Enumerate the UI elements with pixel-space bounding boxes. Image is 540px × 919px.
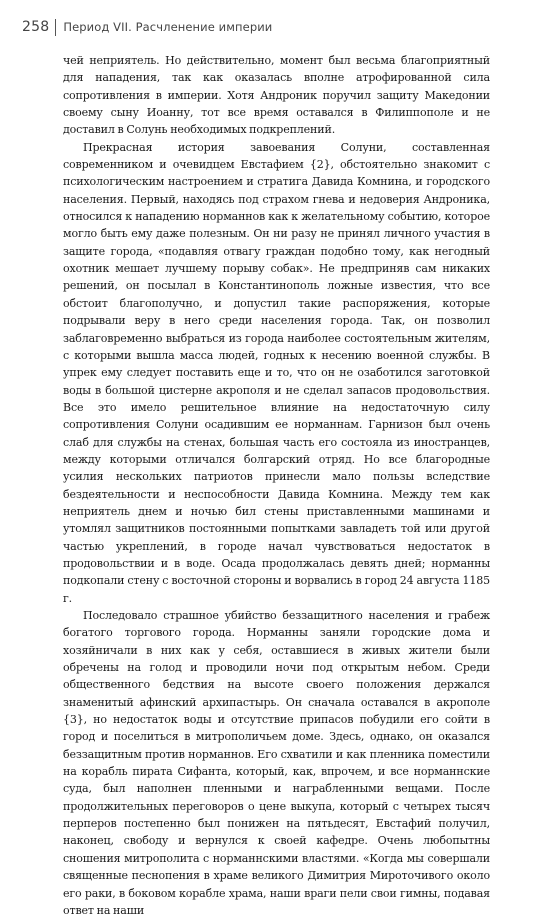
page-number: 258 <box>22 19 50 35</box>
header-divider <box>55 19 56 36</box>
section-title: Период VII. Расчленение империи <box>63 20 273 34</box>
running-head <box>22 17 272 37</box>
body-text <box>63 52 490 919</box>
paragraph-siege-history: Прекрасная история завоевания Солуни, составленная современником и очевидцем Евстафием {2}, обстоятельно знакомит с психологическим настроением и стратига Давида Комнина, и городского населения. Первый, находясь под страхом гнева и недоверия Андроника, относился к нападению норманнов как к желательному событию, которое могло быть ему даже полезным. Он ни разу не принял личного участия в защите города, «подавляя отвагу граждан подобно тому, как негодный охотник мешает лучшему порыву собак». Не предприняв сам никаких решений, он посылал в Константинополь ложные известия, что все обстоит благополучно, и допустил такие распоряжения, которые подрывали веру в него среди населения города. Так, он позволил заблаговременно выбраться из города наиболее состоятельным жителям, с которыми вышла масса людей, годных к несению военной службы. В упрек ему следует поставить еще и то, что он не озаботился заготовкой воды в большой цистерне акрополя и не сделал запасов продовольствия. Все это имело решительное влияние на недостаточную силу сопротивления Солуни осадившим ее норманнам. Гарнизон был очень слаб для службы на стенах, большая часть его состояла из иностранцев, между которыми отличался болгарский отряд. Но все благородные усилия нескольких патриотов принесли мало пользы вследствие бездеятельности и неспособности Давида Комнина. Между тем как неприятель днем и ночью бил стены приставленными машинами и утомлял защитников постоянными попытками завладеть той или другой частью укреплений, в городе начал чувствоваться недостаток в продовольствии и в воде. Осада продолжалась девять дней; норманны подкопали стену с восточной стороны и ворвались в город 24 августа 1185 г. <box>63 140 490 605</box>
paragraph-aftermath: Последовало страшное убийство беззащитного населения и грабеж богатого торгового города. Норманны заняли городские дома и хозяйничали в них как у себя, оставшиеся в живых жители были обречены на голод и проводили ночи под открытым небом. Среди общественного бедствия на высоте своего положения держался знаменитый афинский архипастырь. Он сначала оставался в акрополе {3}, но недостаток воды и отсутствие припасов побудили его сойти в город и поселиться в митрополичьем доме. Здесь, однако, он оказался беззащитным против норманнов. Его схватили и как пленника поместили на корабль пирата Сифанта, который, как, впрочем, и все норманнские суда, был наполнен пленными и награбленными вещами. После продолжительных переговоров о цене выкупа, который с четырех тысяч перперов постепенно был понижен на пятьдесят, Евстафий получил, наконец, свободу и вернулся к своей кафедре. Очень любопытны сношения митрополита с норманнскими властями. «Когда мы совершали священные песнопения в храме великого Димитрия Мироточивого около его раки, в боковом корабле храма, наши враги пели свои гимны, подавая ответ на наши <box>63 609 490 917</box>
paragraph-continuation: чей неприятель. Но действительно, момент был весьма благоприятный для нападения, так как оказалась вполне атрофированной сила сопротивления в империи. Хотя Андроник поручил защиту Македонии своему сыну Иоанну, тот все время оставался в Филиппополе и не доставил в Солунь необходимых подкреплений. <box>63 54 490 137</box>
